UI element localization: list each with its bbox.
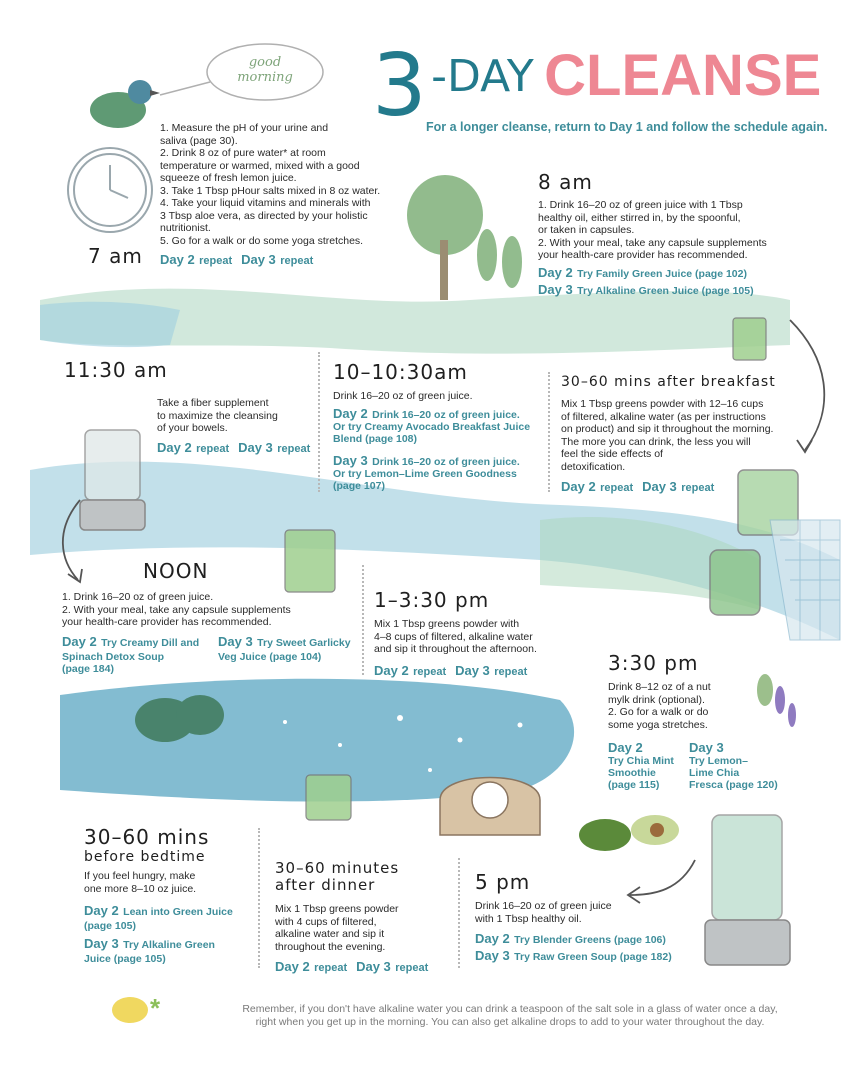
instructions-noon <box>62 591 322 629</box>
day3-label: Day 3 <box>238 440 273 455</box>
line: 1. Drink 16–20 oz of green juice with 1 Tbsp <box>538 199 743 211</box>
day3-link-page[interactable]: (page 107) <box>333 480 385 492</box>
day3-text: repeat <box>494 666 528 678</box>
time-before-bedtime <box>84 825 209 865</box>
line: 2. Drink 8 oz of pure water* at room <box>160 147 326 159</box>
line: saliva (page 30). <box>160 134 238 147</box>
day2-link-page[interactable]: (page 115) <box>608 779 660 791</box>
time-330pm: 3:30 pm <box>608 651 699 675</box>
mantel-clock-illustration <box>440 778 540 836</box>
line: 4–8 cups of filtered, alkaline water <box>374 630 533 643</box>
instructions-5pm <box>475 900 675 925</box>
day3-text: repeat <box>280 255 314 267</box>
instructions-330pm <box>608 681 748 731</box>
line: 5. Go for a walk or do some yoga stretches. <box>160 234 364 247</box>
line: nutritionist. <box>160 222 211 234</box>
trees-illustration <box>407 175 522 300</box>
day2-text: repeat <box>413 666 447 678</box>
line: 4. Take your liquid vitamins and minerals with <box>160 197 371 209</box>
day3-link[interactable]: Try Raw Green Soup (page 182) <box>514 951 672 963</box>
checkered-blanket-illustration <box>770 520 840 640</box>
line: Take a fiber supplement <box>157 397 269 409</box>
instructions-10am: Drink 16–20 oz of green juice. <box>333 390 473 402</box>
days-5pm <box>475 930 672 964</box>
instructions-8am <box>538 199 788 262</box>
day2-link[interactable]: Try Family Green Juice (page 102) <box>577 268 747 280</box>
days-1pm <box>374 662 527 680</box>
time-8am: 8 am <box>538 170 593 194</box>
footnote-line2: right when you get up in the morning. You can also get alkaline drops to add to your water throughout the day. <box>255 1016 765 1028</box>
instructions-7am <box>160 122 390 247</box>
day3-label: Day 3 <box>356 959 391 974</box>
line: 3 Tbsp aloe vera, as directed by your holistic <box>160 209 368 222</box>
time-after-dinner <box>275 860 399 894</box>
day2-label: Day 2 <box>561 479 596 494</box>
instructions-after-dinner <box>275 903 445 953</box>
instructions-1pm <box>374 618 574 656</box>
day3-label: Day 3 <box>475 948 510 963</box>
days-after-dinner <box>275 958 428 976</box>
divider-4 <box>258 828 260 968</box>
day3-label: Day 3 <box>218 634 253 649</box>
day2-link-page[interactable]: (page 105) <box>84 920 136 932</box>
line: or taken in capsules. <box>538 224 635 236</box>
line: some yoga stretches. <box>608 718 708 731</box>
line: 2. With your meal, take any capsule supplements <box>538 236 767 249</box>
day2-text: Drink 16–20 oz of green juice. <box>372 409 520 421</box>
time-10am: 10–10:30am <box>333 360 468 384</box>
time-line2: after dinner <box>275 876 376 894</box>
line: Drink 8–12 oz of a nut <box>608 681 711 693</box>
day3-link-page[interactable]: Fresca (page 120) <box>689 779 778 791</box>
line: 1. Drink 16–20 oz of green juice. <box>62 591 214 603</box>
line: mylk drink (optional). <box>608 693 705 706</box>
days-8am <box>538 264 754 298</box>
bird-illustration <box>90 80 160 128</box>
days-330pm-day2 <box>608 740 688 791</box>
line: throughout the evening. <box>275 940 386 953</box>
line: 1. Measure the pH of your urine and <box>160 122 329 134</box>
day3-label: Day 3 <box>538 282 573 297</box>
day2-label: Day 2 <box>608 740 643 755</box>
day2-link-page[interactable]: Blend (page 108) <box>333 433 418 445</box>
day3-link-page[interactable]: Juice (page 105) <box>84 953 166 965</box>
day2-link[interactable]: Try Chia Mint <box>608 755 674 767</box>
line: healthy oil, either stirred in, by the spoonful, <box>538 211 741 224</box>
day2-link-line2[interactable]: Spinach Detox Soup <box>62 651 165 663</box>
days-10am <box>333 408 548 492</box>
line: Mix 1 Tbsp greens powder with <box>374 618 520 630</box>
footnote-line1: Remember, if you don't have alkaline water you can drink a teaspoon of the salt sole in a glass of water once a day, <box>242 1003 778 1015</box>
day2-link[interactable]: Lean into Green Juice <box>123 906 233 918</box>
day3-text: Drink 16–20 oz of green juice. <box>372 456 520 468</box>
line: with 4 cups of filtered, <box>275 915 377 928</box>
day3-text: repeat <box>681 482 715 494</box>
line: to maximize the cleansing <box>157 409 278 422</box>
line: temperature or warmed, mixed with a good <box>160 159 360 172</box>
days-after-breakfast <box>561 478 714 496</box>
time-1pm: 1–3:30 pm <box>374 588 490 612</box>
footnote <box>170 1003 850 1029</box>
title-day: -DAY <box>431 51 534 102</box>
time-line2: before bedtime <box>84 849 206 865</box>
day2-text: repeat <box>196 443 230 455</box>
day2-link[interactable]: Try Creamy Dill and <box>101 637 200 649</box>
day3-link-line2[interactable]: Lime Chia <box>689 767 740 779</box>
time-line1: 30–60 mins <box>84 825 210 849</box>
line: Drink 16–20 oz of green juice <box>475 900 612 912</box>
day3-link-page[interactable]: Veg Juice (page 104) <box>218 651 322 663</box>
instructions-after-breakfast <box>561 398 786 473</box>
time-7am: 7 am <box>88 244 143 268</box>
line: 3. Take 1 Tbsp pHour salts mixed in 8 oz water. <box>160 184 381 197</box>
day2-label: Day 2 <box>84 903 119 918</box>
line: and sip it throughout the afternoon. <box>374 643 537 655</box>
alarm-clock-illustration <box>68 148 152 232</box>
lemon-footnote-illustration <box>112 997 148 1023</box>
line: of your bowels. <box>157 422 228 434</box>
line: The more you can drink, the less you will <box>561 435 751 448</box>
day3-link[interactable]: Try Sweet Garlicky <box>257 637 351 649</box>
line: Mix 1 Tbsp greens powder with 12–16 cups <box>561 398 764 410</box>
page-title <box>372 36 822 136</box>
days-bedtime <box>84 902 254 965</box>
line: detoxification. <box>561 460 626 473</box>
time-5pm: 5 pm <box>475 870 531 894</box>
days-7am <box>160 251 313 269</box>
day2-text: repeat <box>600 482 634 494</box>
day3-text: repeat <box>277 443 311 455</box>
time-noon: NOON <box>143 559 209 583</box>
day2-label: Day 2 <box>160 252 195 267</box>
day3-link[interactable]: Or try Lemon–Lime Green Goodness <box>333 468 517 480</box>
time-line1: 30–60 minutes <box>275 859 400 877</box>
line: your health-care provider has recommended. <box>538 249 748 261</box>
day2-link[interactable]: Or try Creamy Avocado Breakfast Juice <box>333 421 531 433</box>
line: your health-care provider has recommended. <box>62 616 272 628</box>
day2-label: Day 2 <box>62 634 97 649</box>
footnote-asterisk: * <box>150 993 161 1023</box>
day3-label: Day 3 <box>642 479 677 494</box>
arrow-right-down-illustration <box>790 320 824 452</box>
day3-label: Day 3 <box>455 663 490 678</box>
line: with 1 Tbsp healthy oil. <box>475 912 582 925</box>
day2-link[interactable]: Try Blender Greens (page 106) <box>514 934 666 946</box>
day2-label: Day 2 <box>475 931 510 946</box>
day3-label: Day 3 <box>241 252 276 267</box>
day2-link-page[interactable]: (page 184) <box>62 663 114 675</box>
divider-1 <box>318 352 320 492</box>
days-330pm-day3 <box>689 740 789 791</box>
day2-link-line2[interactable]: Smoothie <box>608 767 656 779</box>
day3-label: Day 3 <box>689 740 724 755</box>
line: 2. Go for a walk or do <box>608 706 709 718</box>
divider-3 <box>362 565 364 675</box>
line: squeeze of fresh lemon juice. <box>160 172 297 184</box>
day2-text: repeat <box>314 962 348 974</box>
days-1130am <box>157 439 310 457</box>
instructions-bedtime <box>84 870 244 895</box>
day2-label: Day 2 <box>538 265 573 280</box>
blender-illustration <box>705 815 790 965</box>
line: of filtered, alkaline water (as per instructions <box>561 410 766 423</box>
day2-text: repeat <box>199 255 233 267</box>
line: Mix 1 Tbsp greens powder <box>275 903 399 915</box>
day3-link[interactable]: Try Alkaline Green <box>123 939 215 951</box>
days-noon-day3 <box>218 633 368 663</box>
day3-link[interactable]: Try Lemon– <box>689 755 748 767</box>
time-after-breakfast: 30–60 mins after breakfast <box>561 374 776 390</box>
line: on product) and sip it throughout the morning. <box>561 423 774 435</box>
line: feel the side effects of <box>561 448 663 460</box>
day3-text: repeat <box>395 962 429 974</box>
time-1130am: 11:30 am <box>64 358 168 382</box>
bubble-line-1: good <box>248 55 282 70</box>
divider-5 <box>458 858 460 968</box>
day2-label: Day 2 <box>374 663 409 678</box>
days-noon-day2 <box>62 633 212 675</box>
day3-label: Day 3 <box>84 936 119 951</box>
small-blender-illustration <box>80 430 145 530</box>
instructions-1130am <box>157 397 307 435</box>
arrow-left-illustration <box>628 860 695 903</box>
divider-2 <box>548 372 550 492</box>
day2-label: Day 2 <box>333 406 368 421</box>
lavender-illustration <box>757 674 796 727</box>
morning-blue-wash <box>40 302 180 347</box>
good-morning-bubble <box>225 55 305 85</box>
title-three: 3 <box>372 36 427 136</box>
line: alkaline water and sip it <box>275 928 385 940</box>
day2-label: Day 2 <box>157 440 192 455</box>
day3-label: Day 3 <box>333 453 368 468</box>
bubble-line-2: morning <box>237 70 293 85</box>
line: 2. With your meal, take any capsule supplements <box>62 603 291 616</box>
line: If you feel hungry, make <box>84 870 196 882</box>
page-subtitle: For a longer cleanse, return to Day 1 and follow the schedule again. <box>426 120 828 134</box>
day2-label: Day 2 <box>275 959 310 974</box>
avocado-illustration <box>579 815 679 851</box>
day3-link[interactable]: Try Alkaline Green Juice (page 105) <box>577 285 754 297</box>
line: one more 8–10 oz juice. <box>84 882 197 895</box>
title-cleanse: CLEANSE <box>544 43 822 108</box>
